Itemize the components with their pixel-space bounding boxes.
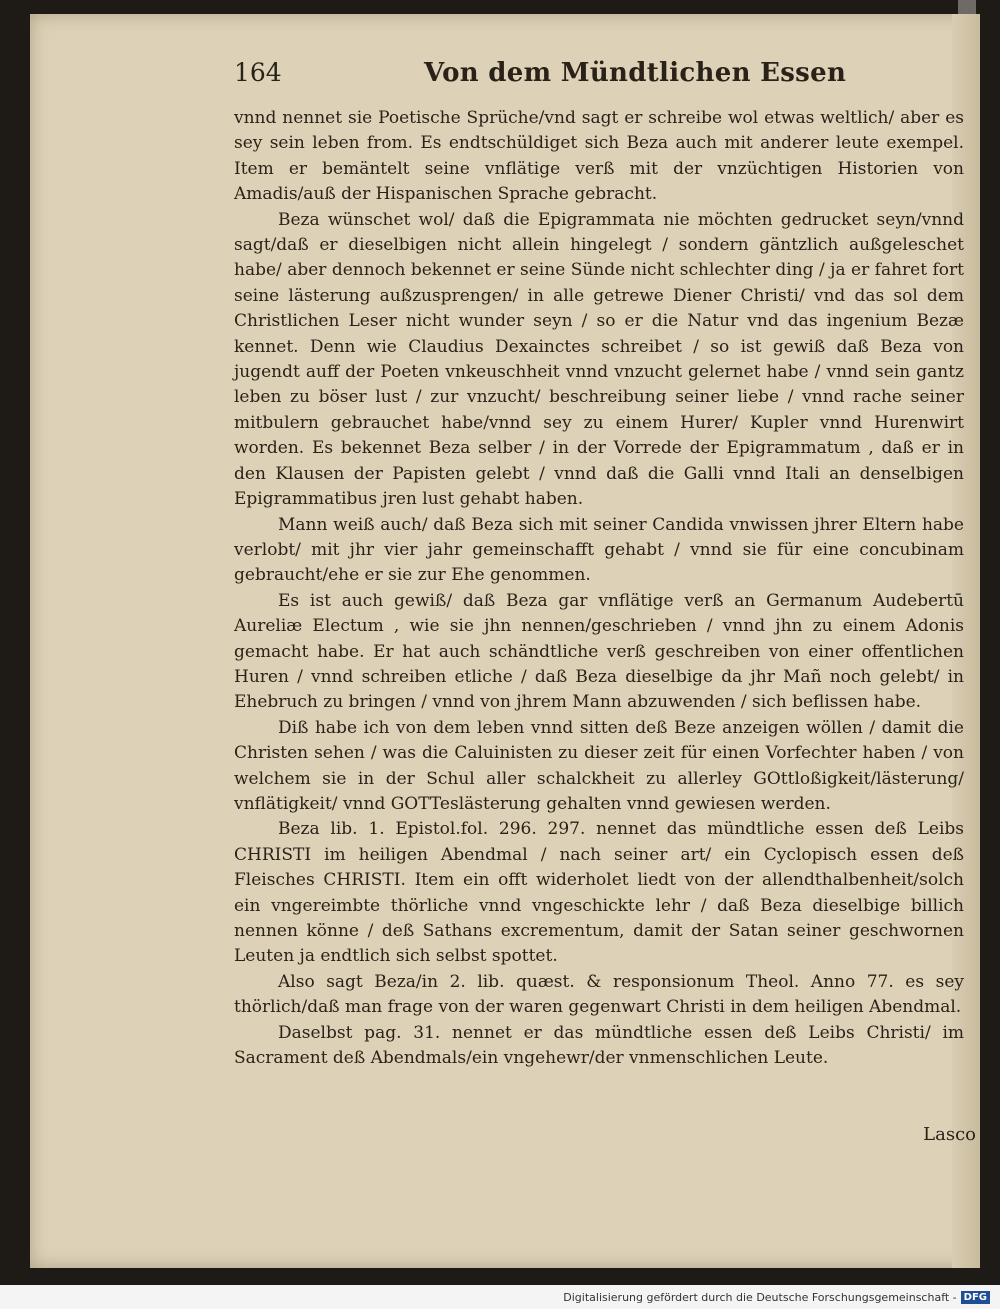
text-block <box>234 58 964 1071</box>
paragraph: Mann weiß auch/ daß Beza sich mit seiner Candida vnwissen jhrer Eltern habe verlobt/ mit jhr vier jahr gemeinschafft gehabt / vnnd sie für eine concubinam gebraucht/ehe er sie zur Ehe genommen. <box>234 514 964 586</box>
paragraph: vnnd nennet sie Poetische Sprüche/vnd sagt er schreibe wol etwas weltlich/ aber es sey sein leben from. Es endtschüldiget sich Beza auch mit anderer leute exempel. Item er bemäntelt seine vnflätige verß mit der vnzüchtigen Historien von Amadis/auß der Hispanischen Sprache gebracht. <box>234 108 964 205</box>
paragraph: Es ist auch gewiß/ daß Beza gar vnflätige verß an Germanum Audebertū Aureliæ Electum , wie sie jhn nennen/geschrieben / vnnd jhn zu einem Adonis gemacht habe. Er hat auch schändtliche verß geschreiben von einer offentlichen Huren / vnnd schreiben etliche / daß Beza dieselbige da jhr Mañ noch gelebt/ in Ehebruch zu bringen / vnnd von jhrem Mann abzuwenden / sich beflissen habe. <box>234 590 964 713</box>
page-header <box>234 58 964 106</box>
paragraph: Beza wünschet wol/ daß die Epigrammata nie möchten gedrucket seyn/vnnd sagt/daß er dieselbigen nicht allein hingelegt / sondern gäntzlich außgeleschet habe/ aber dennoch bekennet er seine Sünde nicht schlechter ding / ja er fahret fort seine lästerung außzusprengen/ in alle getrewe Diener Christi/ vnd das sol dem Christlichen Leser nicht wunder seyn / so er die Natur vnd das ingenium Bezæ kennet. Denn wie Claudius Dexainctes schreibet / so ist gewiß daß Beza von jugendt auff der Poeten vnkeuschheit vnnd vnzucht gelernet habe / vnnd sein gantz leben zu böser lust / zur vnzucht/ beschreibung seiner liebe / vnnd rache seiner mitbulern gebrauchet habe/vnnd sey zu einem Hurer/ Kupler vnnd Hurenwirt worden. Es bekennet Beza selber / in der Vorrede der Epigrammatum , daß er in den Klausen der Papisten gelebt / vnnd daß die Galli vnnd Itali an denselbigen Epigrammatibus jren lust gehabt haben. <box>234 209 964 510</box>
footer-credit: Digitalisierung gefördert durch die Deutsche Forschungsgemeinschaft - <box>563 1290 957 1304</box>
paragraph: Diß habe ich von dem leben vnnd sitten deß Beze anzeigen wöllen / damit die Christen sehen / was die Caluinisten zu dieser zeit für einen Vorfechter haben / von welchem sie in der Schul aller schalckheit zu allerley GOttloßigkeit/lästerung/ vnflätigkeit/ vnnd GOTTeslästerung gehalten vnnd gewiesen werden. <box>234 717 964 814</box>
page-number: 164 <box>234 58 282 87</box>
paragraph: Daselbst pag. 31. nennet er das mündtliche essen deß Leibs Christi/ im Sacrament deß Abendmals/ein vngehewr/der vnmenschlichen Leute. <box>234 1022 964 1069</box>
body-text <box>234 106 964 1071</box>
paragraph: Also sagt Beza/in 2. lib. quæst. & responsionum Theol. Anno 77. es sey thörlich/daß man frage von der waren gegenwart Christi in dem heiligen Abendmal. <box>234 971 964 1018</box>
dfg-logo-icon: DFG <box>961 1291 990 1304</box>
paragraph: Beza lib. 1. Epistol.fol. 296. 297. nennet das mündtliche essen deß Leibs CHRISTI im heiligen Abendmal / nach seiner art/ ein Cyclopisch essen deß Fleisches CHRISTI. Item ein offt widerholet liedt von der allendthalbenheit/solch ein vngereimbte thörliche vnnd vngeschickte lehr / daß Beza dieselbige billich nennen könne / deß Sathans excrementum, damit der Satan seiner geschwornen Leuten ja endtlich sich selbst spottet. <box>234 819 964 967</box>
footer <box>0 1285 1000 1309</box>
running-head: Von dem Mündtlichen Essen <box>424 58 847 88</box>
catchword: Lasco <box>923 1124 976 1145</box>
